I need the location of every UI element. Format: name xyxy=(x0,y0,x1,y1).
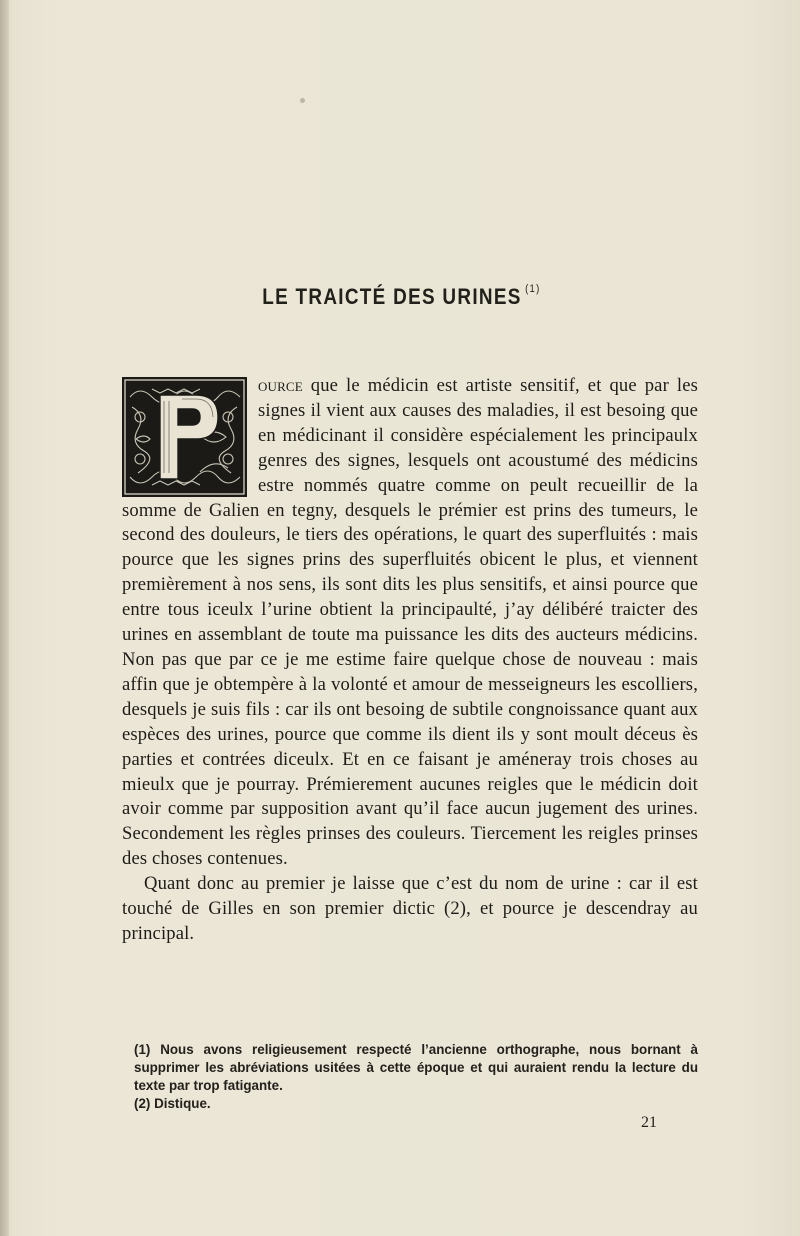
chapter-title-text: LE TRAICTÉ DES URINES xyxy=(262,284,522,309)
body-text xyxy=(122,374,698,947)
ornamental-dropcap-p-icon xyxy=(122,377,247,497)
footnote-2: (2) Distique. xyxy=(134,1096,211,1111)
first-word-rest: ource xyxy=(258,375,303,396)
binding-edge xyxy=(0,0,9,1236)
paragraph-1 xyxy=(122,374,698,872)
paragraph-2: Quant donc au premier je laisse que c’est du nom de urine : car il est touché de Gilles en son premier dictic (2), et pource je descendray au principal. xyxy=(122,873,698,944)
paper-speck xyxy=(300,98,305,103)
footnotes xyxy=(134,1041,698,1113)
title-footnote-marker: (1) xyxy=(525,283,541,295)
footnote-1: (1) Nous avons religieusement respecté l’ancienne orthographe, nous bornant à supprimer les abréviations usitées à cette époque et qui auraient rendu la lecture du texte par trop fatigante. xyxy=(134,1042,698,1093)
page-number: 21 xyxy=(641,1114,657,1131)
paragraph-1-text: que le médicin est artiste sensitif, et que par les signes il vient aux causes des maladies, il est besoing que en médicinant il considère espécialement les principaulx genres des signes, lesquels ont acoustumé des médicins estre nommés quatre comme on peult recueillir de la somme de Galien en tegny, desquels le prémier est prins des tumeurs, le second des douleurs, le tiers des opérations, le quart des superfluités : mais pource que les signes prins des superfluités obicent le plus, et viennent premièrement à nos sens, ils sont dits les plus sensitifs, et ainsi pource que entre tous iceulx l’urine obtient la principaulté, j’ay délibéré traicter des urines en assemblant de toute ma puissance les dits des aucteurs médicins. Non pas que par ce je me estime faire quelque chose de nouveau : mais affin que je obtempère à la volonté et amour de messeigneurs les escolliers, desquels je suis fils : car ils ont besoing de subtile congnoissance quant aux espèces des urines, pource que comme ils dient ils y sont moult déceus ès parties et contrées diceulx. Et en ce faisant je améneray trois choses au mieulx que je pourray. Prémierement aucunes reigles que le médicin doit avoir comme par supposition avant qu’il face aucun jugement des urines. Secondement les règles prinses des couleurs. Tiercement les reigles prinses des choses contenues. xyxy=(122,375,698,870)
chapter-title xyxy=(57,283,745,310)
